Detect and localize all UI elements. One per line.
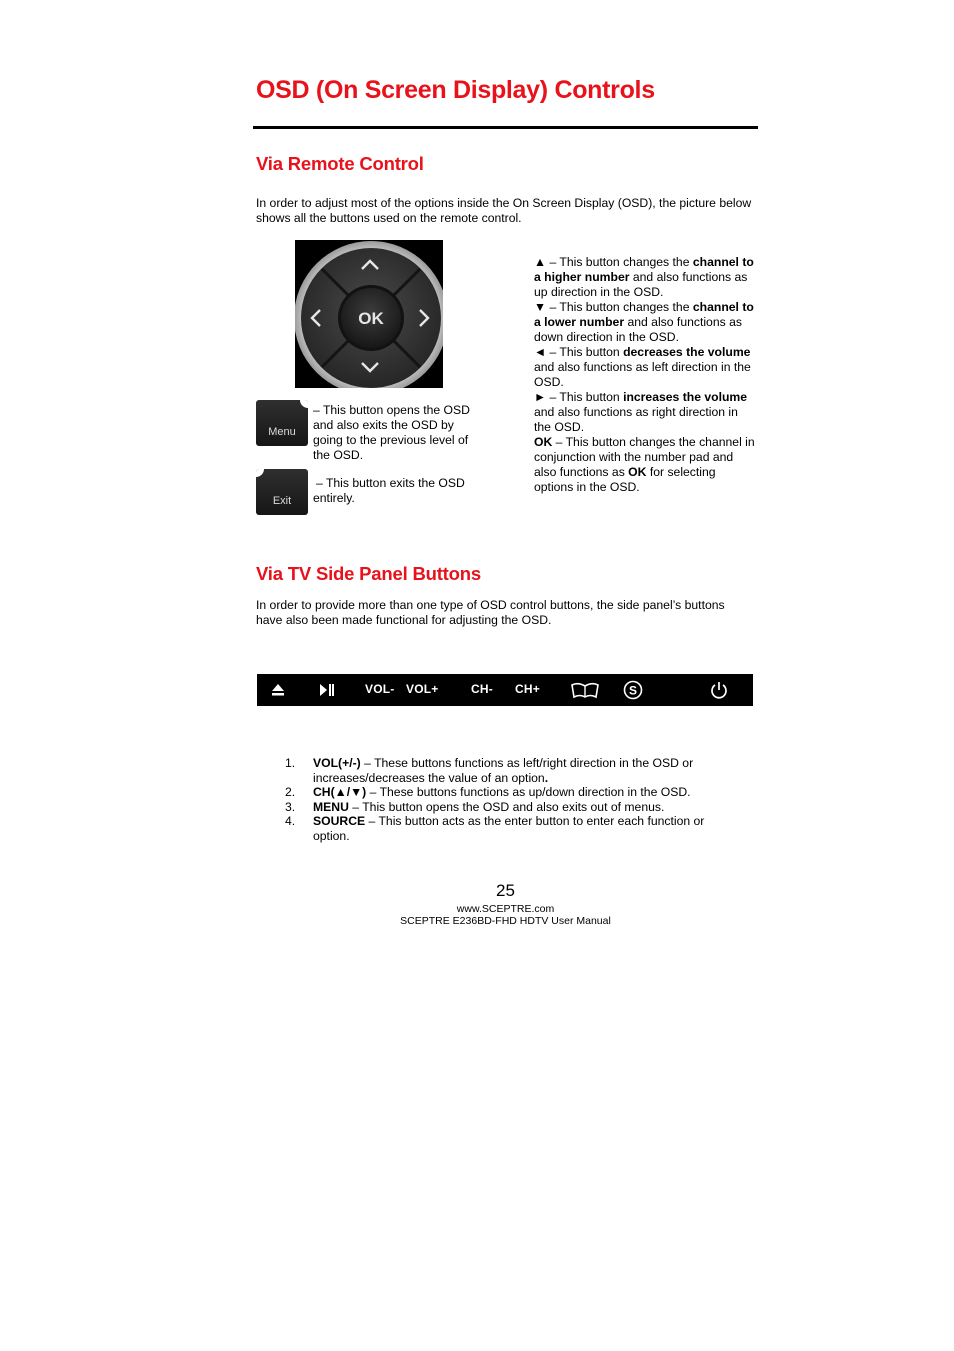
ch-plus-label: CH+ bbox=[515, 682, 540, 696]
remote-dpad-image bbox=[295, 240, 443, 388]
list-number: 3. bbox=[285, 800, 296, 814]
desc-right: ► – This button increases the volume and also functions as right direction in the OSD. bbox=[534, 390, 748, 434]
vol-plus-label: VOL+ bbox=[406, 682, 439, 696]
desc-left: ◄ – This button decreases the volume and also functions as left direction in the OSD. bbox=[534, 345, 751, 389]
desc-down: ▼ – This button changes the channel to a lower number and also functions as down direction in the OSD. bbox=[534, 300, 754, 344]
list-number: 4. bbox=[285, 814, 296, 828]
side-panel-buttons-image bbox=[257, 674, 753, 706]
desc-up: ▲ – This button changes the channel to a higher number and also functions as up direction in the OSD. bbox=[534, 255, 754, 299]
section-heading-panel: Via TV Side Panel Buttons bbox=[256, 563, 481, 584]
vol-minus-label: VOL- bbox=[365, 682, 395, 696]
title-divider bbox=[253, 126, 758, 129]
list-item: VOL(+/-) – These buttons functions as left/right direction in the OSD or increases/decreases the value of an option. bbox=[313, 756, 694, 785]
eject-icon bbox=[271, 683, 285, 697]
section-heading-remote: Via Remote Control bbox=[256, 153, 424, 174]
list-item: CH(▲/▼) – These buttons functions as up/down direction in the OSD. bbox=[313, 785, 691, 799]
menu-button-label: Menu bbox=[268, 426, 296, 438]
exit-button-label: Exit bbox=[272, 495, 292, 507]
menu-button-desc: – This button opens the OSD and also exits the OSD by going to the previous level of the OSD. bbox=[313, 403, 470, 462]
panel-intro: In order to provide more than one type of OSD control buttons, the side panel’s buttons have also been made functional for adjusting the OSD. bbox=[256, 598, 725, 627]
footer-website: www.SCEPTRE.com bbox=[456, 903, 555, 915]
menu-button-image bbox=[256, 400, 308, 446]
source-s-icon bbox=[623, 680, 643, 700]
list-item: SOURCE – This button acts as the enter button to enter each function or option. bbox=[313, 814, 705, 843]
page-number: 25 bbox=[496, 881, 515, 900]
page-title: OSD (On Screen Display) Controls bbox=[256, 76, 655, 104]
ch-minus-label: CH- bbox=[471, 682, 493, 696]
remote-button-descriptions bbox=[534, 255, 756, 495]
list-number: 2. bbox=[285, 785, 296, 799]
exit-button-desc: – This button exits the OSD entirely. bbox=[313, 476, 465, 505]
list-item: MENU – This button opens the OSD and also exits out of menus. bbox=[313, 800, 665, 814]
desc-ok: OK – This button changes the channel in conjunction with the number pad and also functions as OK for selecting options in the OSD. bbox=[534, 435, 755, 494]
power-icon bbox=[709, 680, 729, 700]
list-number: 1. bbox=[285, 756, 296, 770]
ok-label: OK bbox=[358, 309, 384, 328]
svg-text:S: S bbox=[628, 683, 638, 698]
play-pause-icon bbox=[319, 683, 335, 697]
exit-button-image bbox=[256, 469, 308, 515]
book-icon bbox=[570, 681, 600, 699]
remote-intro: In order to adjust most of the options inside the On Screen Display (OSD), the picture below shows all the buttons used on the remote control. bbox=[256, 196, 752, 225]
footer-manual-title: SCEPTRE E236BD-FHD HDTV User Manual bbox=[400, 915, 611, 927]
